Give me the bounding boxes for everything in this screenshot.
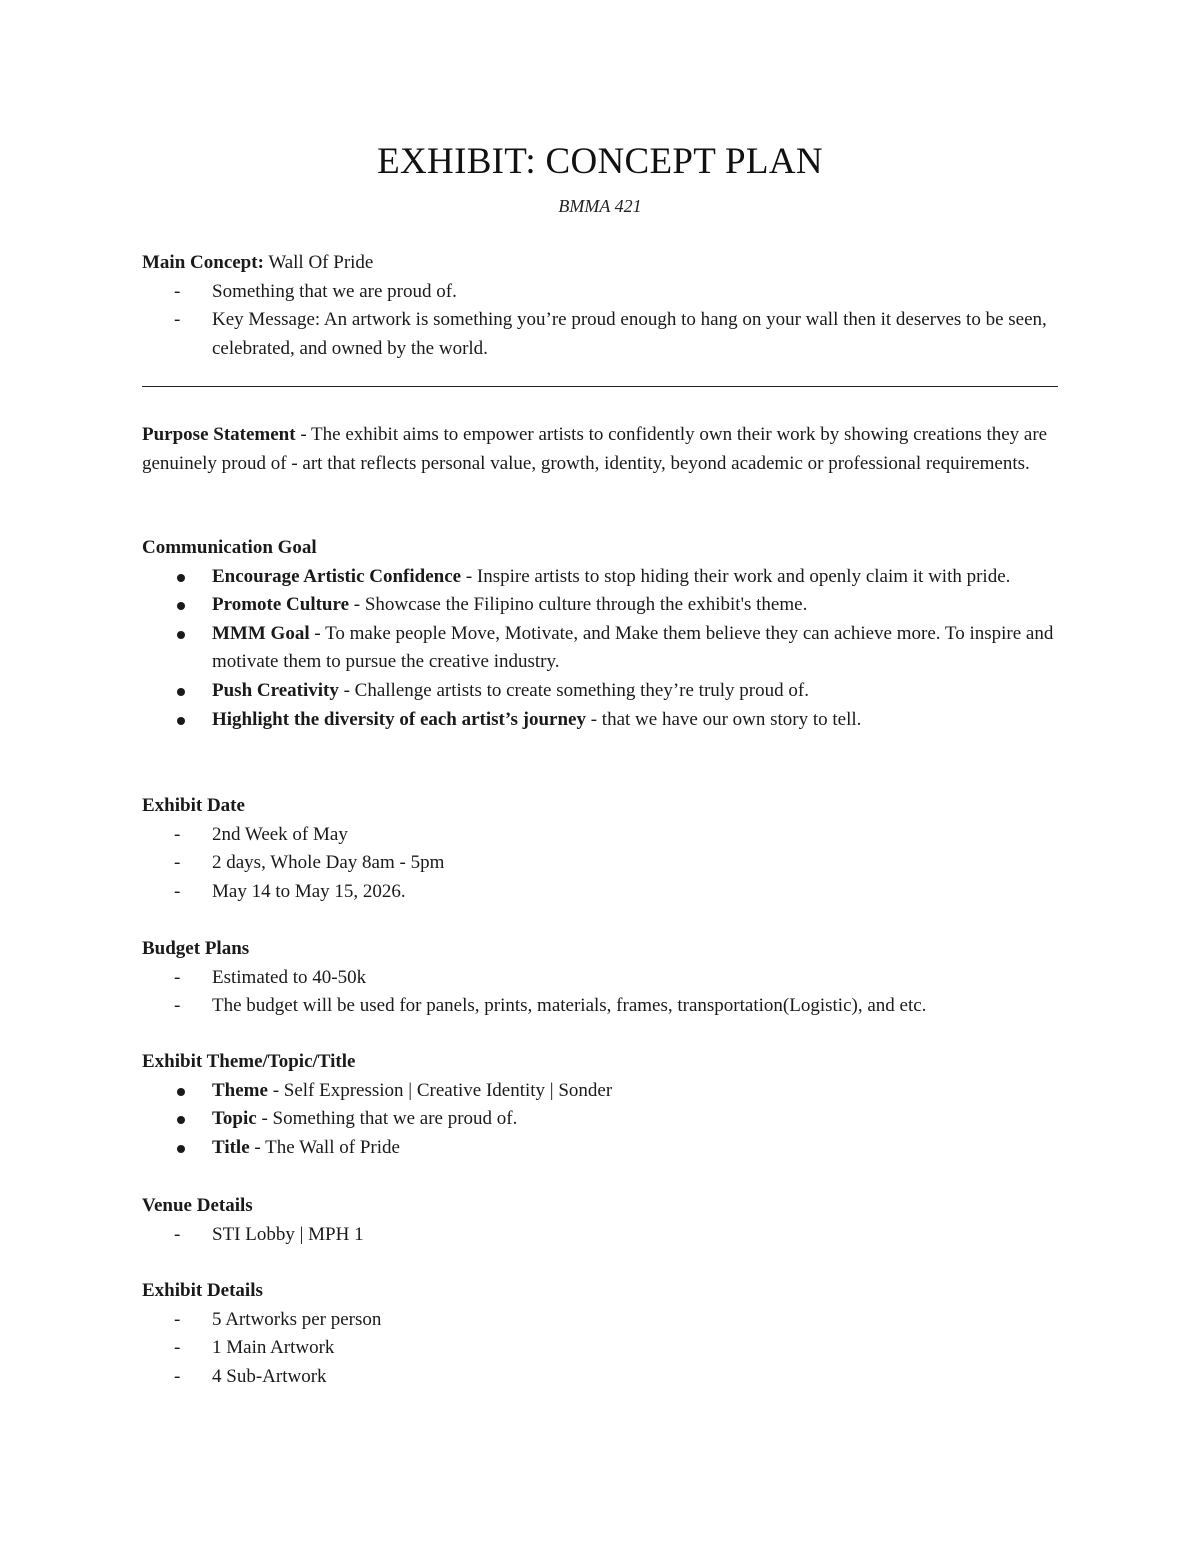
document-title: EXHIBIT: CONCEPT PLAN [377, 141, 823, 182]
section-heading: Exhibit Theme/Topic/Title [142, 1051, 356, 1072]
horizontal-divider [142, 386, 1058, 387]
list-item-text: STI Lobby | MPH 1 [212, 1223, 364, 1245]
dash-marker: - [174, 880, 181, 902]
main-concept-label: Main Concept: [142, 252, 264, 273]
dash-marker: - [174, 995, 181, 1017]
bullet-dot-icon [177, 717, 185, 725]
dash-marker: - [174, 1337, 181, 1359]
list-item-text: 5 Artworks per person [212, 1308, 382, 1330]
dash-marker: - [174, 966, 181, 988]
list-item-text: 2 days, Whole Day 8am - 5pm [212, 852, 445, 874]
bullet-text: - Challenge artists to create something they’re truly proud of. [338, 679, 809, 701]
section-heading: Communication Goal [142, 537, 317, 558]
list-item-text: Key Message: An artwork is something you’re proud enough to hang on your wall then it deserves to be seen, celebrated, and owned by the world. [212, 309, 1047, 359]
bullet-item [142, 1134, 1058, 1163]
list-item [142, 1363, 1058, 1392]
bullet-label: Theme [212, 1079, 268, 1101]
bullet-dot-icon [177, 1116, 185, 1124]
section-heading: Exhibit Date [142, 795, 245, 816]
bullet-text: - Self Expression | Creative Identity | Sonder [267, 1079, 613, 1101]
bullet-label: Topic [212, 1108, 257, 1130]
bullet-dot-icon [177, 574, 185, 582]
bullet-item [142, 1105, 1058, 1134]
theme-section [142, 1048, 1058, 1162]
list-item [142, 1306, 1058, 1335]
list-item [142, 1334, 1058, 1363]
purpose-text: - The exhibit aims to empower artists to confidently own their work by showing creations they are genuinely proud of - art that reflects personal value, growth, identity, beyond academic or professional requirements. [142, 424, 1048, 474]
list-item-text: May 14 to May 15, 2026. [212, 880, 406, 902]
bullet-label: Promote Culture [212, 594, 350, 616]
list-item [142, 878, 1058, 907]
bullet-text: - Showcase the Filipino culture through the exhibit's theme. [349, 594, 808, 616]
bullet-label: Encourage Artistic Confidence [212, 565, 462, 587]
exhibit-date-section [142, 792, 1058, 906]
section-heading: Exhibit Details [142, 1280, 263, 1301]
list-item-text: 2nd Week of May [212, 823, 348, 845]
list-item [142, 821, 1058, 850]
bullet-dot-icon [177, 631, 185, 639]
bullet-dot-icon [177, 602, 185, 610]
communication-goal-section [142, 534, 1058, 734]
bullet-item [142, 677, 1058, 706]
budget-section [142, 935, 1058, 1021]
main-concept-value: Wall Of Pride [263, 252, 374, 273]
list-item [142, 1221, 1058, 1250]
purpose-paragraph [142, 421, 1058, 478]
exhibit-details-section [142, 1277, 1058, 1391]
list-item-text: The budget will be used for panels, prints, materials, frames, transportation(Logistic), and etc. [212, 995, 927, 1017]
list-item [142, 278, 1058, 307]
venue-section [142, 1192, 1058, 1249]
section-heading: Venue Details [142, 1195, 253, 1216]
document-subtitle: BMMA 421 [558, 196, 642, 216]
bullet-item [142, 1077, 1058, 1106]
list-item-text: 1 Main Artwork [212, 1337, 335, 1359]
bullet-text: - Inspire artists to stop hiding their work and openly claim it with pride. [461, 565, 1011, 587]
list-item-text: Estimated to 40-50k [212, 966, 367, 988]
purpose-label: Purpose Statement [142, 424, 296, 445]
dash-marker: - [174, 1365, 181, 1387]
dash-marker: - [174, 280, 181, 302]
list-item [142, 992, 1058, 1021]
dash-marker: - [174, 309, 181, 331]
bullet-dot-icon [177, 688, 185, 696]
list-item-text: 4 Sub-Artwork [212, 1365, 327, 1387]
list-item [142, 964, 1058, 993]
bullet-item [142, 591, 1058, 620]
bullet-text: - The Wall of Pride [249, 1136, 400, 1158]
main-concept-section [142, 249, 1058, 363]
bullet-label: Title [212, 1136, 250, 1158]
bullet-dot-icon [177, 1088, 185, 1096]
bullet-label: Push Creativity [212, 679, 339, 701]
bullet-item [142, 563, 1058, 592]
dash-marker: - [174, 1223, 181, 1245]
main-concept-line [142, 249, 1058, 278]
section-heading: Budget Plans [142, 938, 250, 959]
purpose-section [142, 421, 1058, 478]
bullet-label: MMM Goal [212, 622, 310, 644]
bullet-text: - To make people Move, Motivate, and Make them believe they can achieve more. To inspire and motivate them to pursue the creative industry. [212, 622, 1054, 673]
dash-marker: - [174, 852, 181, 874]
bullet-item [142, 620, 1058, 677]
list-item [142, 849, 1058, 878]
dash-marker: - [174, 823, 181, 845]
bullet-text: - Something that we are proud of. [256, 1108, 518, 1130]
list-item [142, 306, 1058, 363]
bullet-text: - that we have our own story to tell. [585, 708, 862, 730]
bullet-label: Highlight the diversity of each artist’s journey [212, 708, 586, 730]
dash-marker: - [174, 1308, 181, 1330]
bullet-dot-icon [177, 1145, 185, 1153]
list-item-text: Something that we are proud of. [212, 280, 457, 302]
bullet-item [142, 706, 1058, 735]
